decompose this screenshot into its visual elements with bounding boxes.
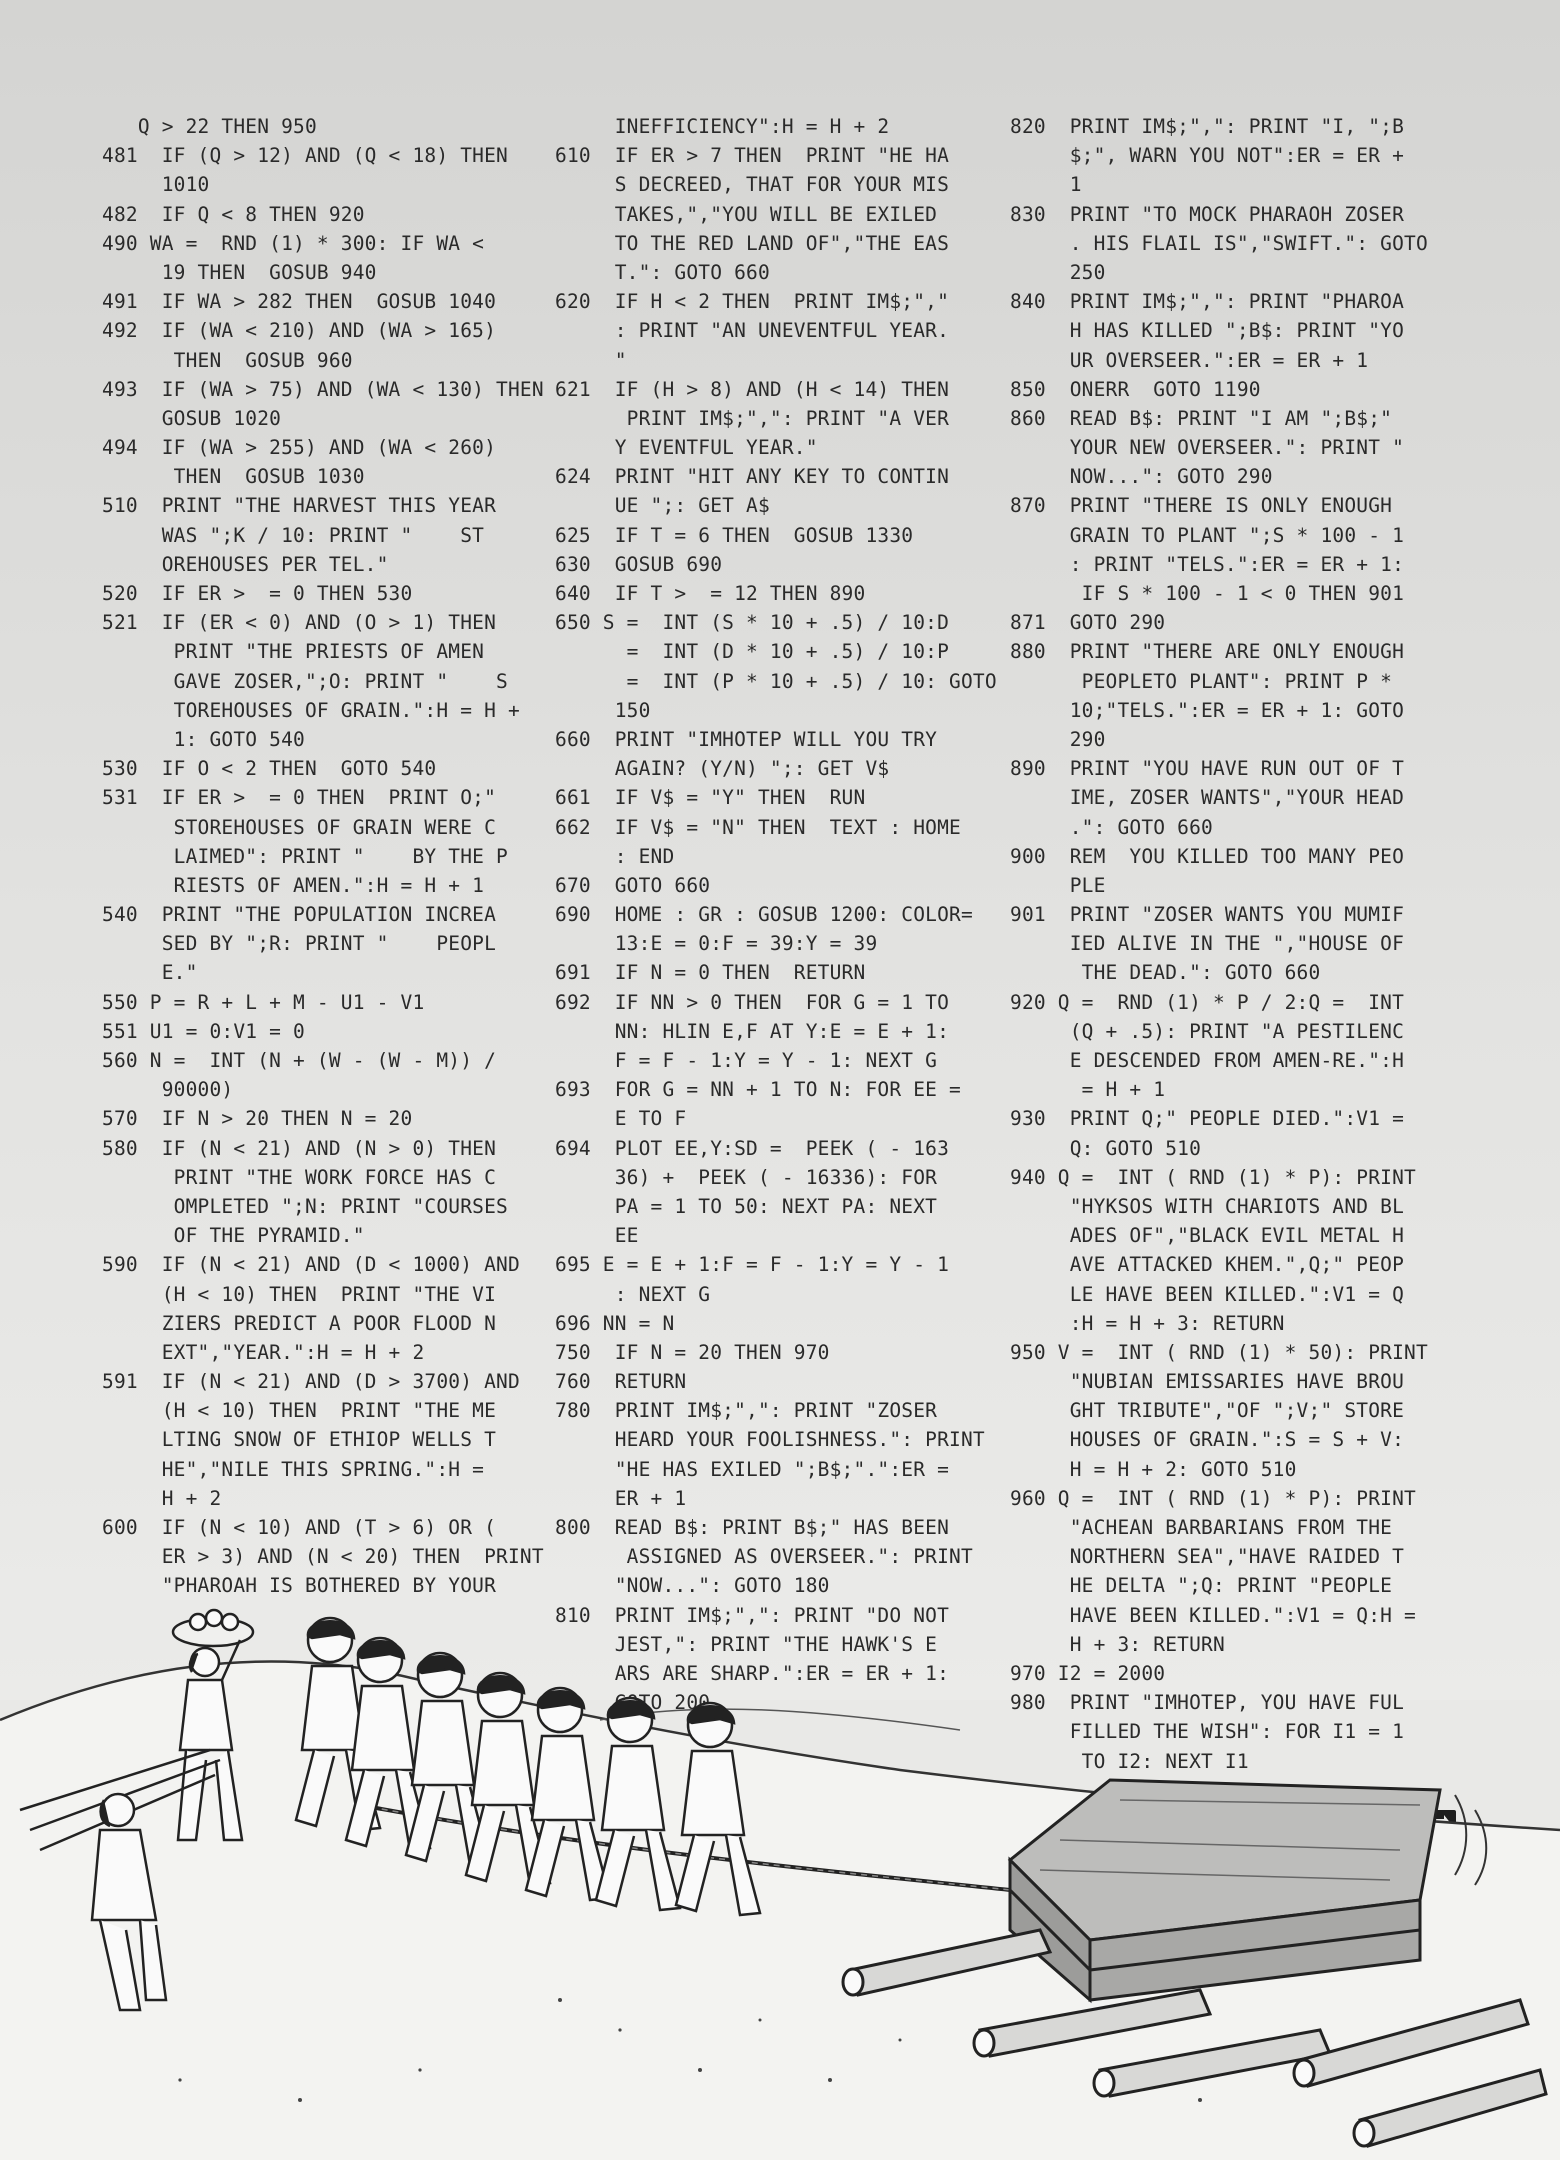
code-line: HE DELTA ";Q: PRINT "PEOPLE	[1010, 1574, 1393, 1598]
code-line: NOW...": GOTO 290	[1010, 465, 1273, 489]
code-line: GOSUB 1020	[102, 406, 282, 430]
code-line: .": GOTO 660	[1010, 815, 1213, 839]
code-column-2	[555, 112, 997, 1717]
code-line: : NEXT G	[555, 1282, 711, 1306]
code-line: OF THE PYRAMID."	[102, 1224, 365, 1248]
code-line: ER > 3) AND (N < 20) THEN PRINT	[102, 1545, 544, 1569]
code-line: INEFFICIENCY":H = H + 2	[555, 115, 890, 138]
code-line: 980 PRINT "IMHOTEP, YOU HAVE FUL	[1010, 1691, 1405, 1715]
code-line: JEST,": PRINT "THE HAWK'S E	[555, 1632, 938, 1656]
code-line: 591 IF (N < 21) AND (D > 3700) AND	[102, 1370, 520, 1394]
code-line: PLE	[1010, 873, 1106, 897]
code-line: 491 IF WA > 282 THEN GOSUB 1040	[102, 290, 497, 314]
code-line: 930 PRINT Q;" PEOPLE DIED.":V1 =	[1010, 1107, 1405, 1131]
code-line: "ACHEAN BARBARIANS FROM THE	[1010, 1516, 1393, 1539]
code-line: TO I2: NEXT I1	[1010, 1749, 1249, 1773]
code-column-1	[102, 112, 544, 1601]
code-line: 1	[1010, 173, 1082, 197]
code-line: LTING SNOW OF ETHIOP WELLS T	[102, 1428, 497, 1452]
code-line: 580 IF (N < 21) AND (N > 0) THEN	[102, 1136, 497, 1160]
code-line: (H < 10) THEN PRINT "THE ME	[102, 1399, 497, 1423]
code-line: 830 PRINT "TO MOCK PHARAOH ZOSER	[1010, 202, 1405, 226]
code-line: 750 IF N = 20 THEN 970	[555, 1340, 830, 1364]
code-line: 290	[1010, 727, 1106, 751]
code-line: IF S * 100 - 1 < 0 THEN 901	[1010, 582, 1405, 605]
code-line: 490 WA = RND (1) * 300: IF WA <	[102, 231, 485, 255]
code-line: = INT (D * 10 + .5) / 10:P	[555, 640, 950, 664]
code-line: ASSIGNED AS OVERSEER.": PRINT	[555, 1545, 973, 1569]
code-line: 624 PRINT "HIT ANY KEY TO CONTIN	[555, 465, 950, 489]
code-line: 494 IF (WA > 255) AND (WA < 260)	[102, 436, 497, 460]
code-line: ER + 1	[555, 1486, 687, 1510]
code-line: 692 IF NN > 0 THEN FOR G = 1 TO	[555, 990, 950, 1014]
code-line: 650 S = INT (S * 10 + .5) / 10:D	[555, 611, 950, 635]
code-line: 890 PRINT "YOU HAVE RUN OUT OF T	[1010, 757, 1405, 781]
code-line: 520 IF ER > = 0 THEN 530	[102, 582, 413, 605]
code-line: 530 IF O < 2 THEN GOTO 540	[102, 757, 437, 781]
code-line: . HIS FLAIL IS","SWIFT.": GOTO	[1010, 231, 1428, 255]
code-line: PA = 1 TO 50: NEXT PA: NEXT	[555, 1194, 938, 1218]
code-line: E TO F	[555, 1107, 687, 1131]
code-line: HOUSES OF GRAIN.":S = S + V:	[1010, 1428, 1405, 1452]
code-line: 871 GOTO 290	[1010, 611, 1166, 635]
code-line: PRINT "THE WORK FORCE HAS C	[102, 1165, 497, 1189]
code-line: 691 IF N = 0 THEN RETURN	[555, 961, 866, 985]
code-line: THEN GOSUB 1030	[102, 465, 365, 489]
code-line: ZIERS PREDICT A POOR FLOOD N	[102, 1311, 497, 1335]
code-line: OREHOUSES PER TEL."	[102, 552, 389, 576]
code-line: STOREHOUSES OF GRAIN WERE C	[102, 815, 497, 839]
code-line: IME, ZOSER WANTS","YOUR HEAD	[1010, 786, 1405, 810]
code-line: 19 THEN GOSUB 940	[102, 260, 377, 284]
code-line: AGAIN? (Y/N) ";: GET V$	[555, 757, 890, 781]
code-line: PEOPLETO PLANT": PRINT P *	[1010, 669, 1393, 693]
code-line: 800 READ B$: PRINT B$;" HAS BEEN	[555, 1516, 950, 1539]
code-line: 493 IF (WA > 75) AND (WA < 130) THEN	[102, 377, 544, 401]
code-line: E DESCENDED FROM AMEN-RE.":H	[1010, 1049, 1405, 1072]
code-line: 840 PRINT IM$;",": PRINT "PHAROA	[1010, 290, 1405, 314]
code-line: LE HAVE BEEN KILLED.":V1 = Q	[1010, 1282, 1405, 1306]
code-line: PRINT IM$;",": PRINT "A VER	[555, 406, 950, 430]
code-line: ADES OF","BLACK EVIL METAL H	[1010, 1224, 1405, 1248]
code-line: 1010	[102, 173, 210, 197]
code-line: "	[555, 348, 627, 372]
code-line: E."	[102, 961, 198, 985]
code-line: H = H + 2: GOTO 510	[1010, 1457, 1297, 1481]
code-line: GHT TRIBUTE","OF ";V;" STORE	[1010, 1399, 1405, 1423]
code-line: 970 I2 = 2000	[1010, 1661, 1166, 1685]
code-line: 150	[555, 698, 651, 722]
code-line: RIESTS OF AMEN.":H = H + 1	[102, 873, 485, 897]
code-line: ARS ARE SHARP.":ER = ER + 1:	[555, 1661, 950, 1685]
code-line: PRINT "THE PRIESTS OF AMEN	[102, 640, 485, 664]
code-line: EE	[555, 1224, 639, 1248]
code-line: FILLED THE WISH": FOR I1 = 1	[1010, 1720, 1405, 1744]
code-line: 950 V = INT ( RND (1) * 50): PRINT	[1010, 1340, 1428, 1364]
code-line: 820 PRINT IM$;",": PRINT "I, ";B	[1010, 115, 1405, 138]
code-line: UE ";: GET A$	[555, 494, 770, 518]
code-line: 1: GOTO 540	[102, 727, 305, 751]
code-line: THE DEAD.": GOTO 660	[1010, 961, 1321, 985]
code-line: 900 REM YOU KILLED TOO MANY PEO	[1010, 844, 1405, 868]
code-line: GRAIN TO PLANT ";S * 100 - 1	[1010, 523, 1405, 547]
code-line: = H + 1	[1010, 1078, 1166, 1102]
code-line: 760 RETURN	[555, 1370, 687, 1394]
code-line: 696 NN = N	[555, 1311, 675, 1335]
code-line: (Q + .5): PRINT "A PESTILENC	[1010, 1019, 1405, 1043]
code-line: WAS ";K / 10: PRINT " ST	[102, 523, 485, 547]
code-line: 940 Q = INT ( RND (1) * P): PRINT	[1010, 1165, 1416, 1189]
code-line: NN: HLIN E,F AT Y:E = E + 1:	[555, 1019, 950, 1043]
code-line: TAKES,","YOU WILL BE EXILED	[555, 202, 938, 226]
code-line: Y EVENTFUL YEAR."	[555, 436, 818, 460]
code-line: 960 Q = INT ( RND (1) * P): PRINT	[1010, 1486, 1416, 1510]
code-line: THEN GOSUB 960	[102, 348, 353, 372]
code-line: 570 IF N > 20 THEN N = 20	[102, 1107, 413, 1131]
workers-pulling-stone-illustration	[0, 1600, 1560, 2160]
code-line: T.": GOTO 660	[555, 260, 770, 284]
code-line: 36) + PEEK ( - 16336): FOR	[555, 1165, 938, 1189]
code-line: S DECREED, THAT FOR YOUR MIS	[555, 173, 950, 197]
code-line: 662 IF V$ = "N" THEN TEXT : HOME	[555, 815, 961, 839]
code-line: 850 ONERR GOTO 1190	[1010, 377, 1261, 401]
code-line: UR OVERSEER.":ER = ER + 1	[1010, 348, 1369, 372]
code-line: 540 PRINT "THE POPULATION INCREA	[102, 903, 497, 927]
code-line: 13:E = 0:F = 39:Y = 39	[555, 932, 878, 956]
code-line: 693 FOR G = NN + 1 TO N: FOR EE =	[555, 1078, 961, 1102]
code-line: H HAS KILLED ";B$: PRINT "YO	[1010, 319, 1405, 343]
code-line: = INT (P * 10 + .5) / 10: GOTO	[555, 669, 997, 693]
code-line: 610 IF ER > 7 THEN PRINT "HE HA	[555, 144, 950, 168]
code-line: "HE HAS EXILED ";B$;".":ER =	[555, 1457, 950, 1481]
code-line: 550 P = R + L + M - U1 - V1	[102, 990, 425, 1014]
code-line: 780 PRINT IM$;",": PRINT "ZOSER	[555, 1399, 938, 1423]
code-line: : END	[555, 844, 675, 868]
code-line: 621 IF (H > 8) AND (H < 14) THEN	[555, 377, 950, 401]
code-line: AVE ATTACKED KHEM.",Q;" PEOP	[1010, 1253, 1405, 1277]
code-line: 590 IF (N < 21) AND (D < 1000) AND	[102, 1253, 520, 1277]
code-line: 600 IF (N < 10) AND (T > 6) OR (	[102, 1516, 497, 1539]
code-line: 670 GOTO 660	[555, 873, 711, 897]
code-line: 661 IF V$ = "Y" THEN RUN	[555, 786, 866, 810]
code-line: 492 IF (WA < 210) AND (WA > 165)	[102, 319, 497, 343]
code-line: "NUBIAN EMISSARIES HAVE BROU	[1010, 1370, 1405, 1394]
code-line: 625 IF T = 6 THEN GOSUB 1330	[555, 523, 914, 547]
code-line: IED ALIVE IN THE ","HOUSE OF	[1010, 932, 1405, 956]
code-line: LAIMED": PRINT " BY THE P	[102, 844, 508, 868]
code-line: 90000)	[102, 1078, 234, 1102]
code-line: HEARD YOUR FOOLISHNESS.": PRINT	[555, 1428, 985, 1452]
code-line: 810 PRINT IM$;",": PRINT "DO NOT	[555, 1603, 950, 1627]
code-line: TO THE RED LAND OF","THE EAS	[555, 231, 950, 255]
code-line: Q: GOTO 510	[1010, 1136, 1202, 1160]
code-line: NORTHERN SEA","HAVE RAIDED T	[1010, 1545, 1405, 1569]
code-line: $;", WARN YOU NOT":ER = ER +	[1010, 144, 1405, 168]
code-line: 860 READ B$: PRINT "I AM ";B$;"	[1010, 406, 1393, 430]
code-line: 531 IF ER > = 0 THEN PRINT O;"	[102, 786, 497, 810]
code-line: H + 2	[102, 1486, 222, 1510]
code-line: 694 PLOT EE,Y:SD = PEEK ( - 163	[555, 1136, 950, 1160]
code-line: 10;"TELS.":ER = ER + 1: GOTO	[1010, 698, 1405, 722]
code-line: F = F - 1:Y = Y - 1: NEXT G	[555, 1049, 938, 1072]
code-line: 880 PRINT "THERE ARE ONLY ENOUGH	[1010, 640, 1405, 664]
code-line: "NOW...": GOTO 180	[555, 1574, 830, 1598]
code-line: 200	[674, 1691, 711, 1715]
code-line: 551 U1 = 0:V1 = 0	[102, 1019, 305, 1043]
code-line: 660 PRINT "IMHOTEP WILL YOU TRY	[555, 727, 938, 751]
code-line: H + 3: RETURN	[1010, 1632, 1225, 1656]
code-line: 630 GOSUB 690	[555, 552, 723, 576]
code-line: 690 HOME : GR : GOSUB 1200: COLOR=	[555, 903, 973, 927]
code-line: TOREHOUSES OF GRAIN.":H = H +	[102, 698, 520, 722]
code-line: 695 E = E + 1:F = F - 1:Y = Y - 1	[555, 1253, 950, 1277]
code-line: 482 IF Q < 8 THEN 920	[102, 202, 365, 226]
code-line: EXT","YEAR.":H = H + 2	[102, 1340, 425, 1364]
code-line: :H = H + 3: RETURN	[1010, 1311, 1285, 1335]
code-line: "PHAROAH IS BOTHERED BY YOUR	[102, 1574, 497, 1598]
code-line: 901 PRINT "ZOSER WANTS YOU MUMIF	[1010, 903, 1405, 927]
code-line: OMPLETED ";N: PRINT "COURSES	[102, 1194, 508, 1218]
code-line: 510 PRINT "THE HARVEST THIS YEAR	[102, 494, 497, 518]
code-line: 521 IF (ER < 0) AND (O > 1) THEN	[102, 611, 497, 635]
code-line: GAVE ZOSER,";O: PRINT " S	[102, 669, 508, 693]
code-line: 250	[1010, 260, 1106, 284]
code-line: 640 IF T > = 12 THEN 890	[555, 582, 866, 605]
code-line: HAVE BEEN KILLED.":V1 = Q:H =	[1010, 1603, 1416, 1627]
code-line: YOUR NEW OVERSEER.": PRINT "	[1010, 436, 1405, 460]
code-column-3	[1010, 112, 1428, 1776]
code-line: : PRINT "AN UNEVENTFUL YEAR.	[555, 319, 950, 343]
code-line: "HYKSOS WITH CHARIOTS AND BL	[1010, 1194, 1405, 1218]
code-line: (H < 10) THEN PRINT "THE VI	[102, 1282, 497, 1306]
code-line: 560 N = INT (N + (W - (W - M)) /	[102, 1049, 497, 1072]
code-line: 620 IF H < 2 THEN PRINT IM$;","	[555, 290, 950, 314]
code-line: SED BY ";R: PRINT " PEOPL	[102, 932, 497, 956]
code-line: 920 Q = RND (1) * P / 2:Q = INT	[1010, 990, 1405, 1014]
code-line: Q > 22 THEN 950	[102, 115, 317, 138]
code-line: 481 IF (Q > 12) AND (Q < 18) THEN	[102, 144, 508, 168]
code-line: 870 PRINT "THERE IS ONLY ENOUGH	[1010, 494, 1393, 518]
code-line: : PRINT "TELS.":ER = ER + 1:	[1010, 552, 1405, 576]
code-line: HE","NILE THIS SPRING.":H =	[102, 1457, 485, 1481]
